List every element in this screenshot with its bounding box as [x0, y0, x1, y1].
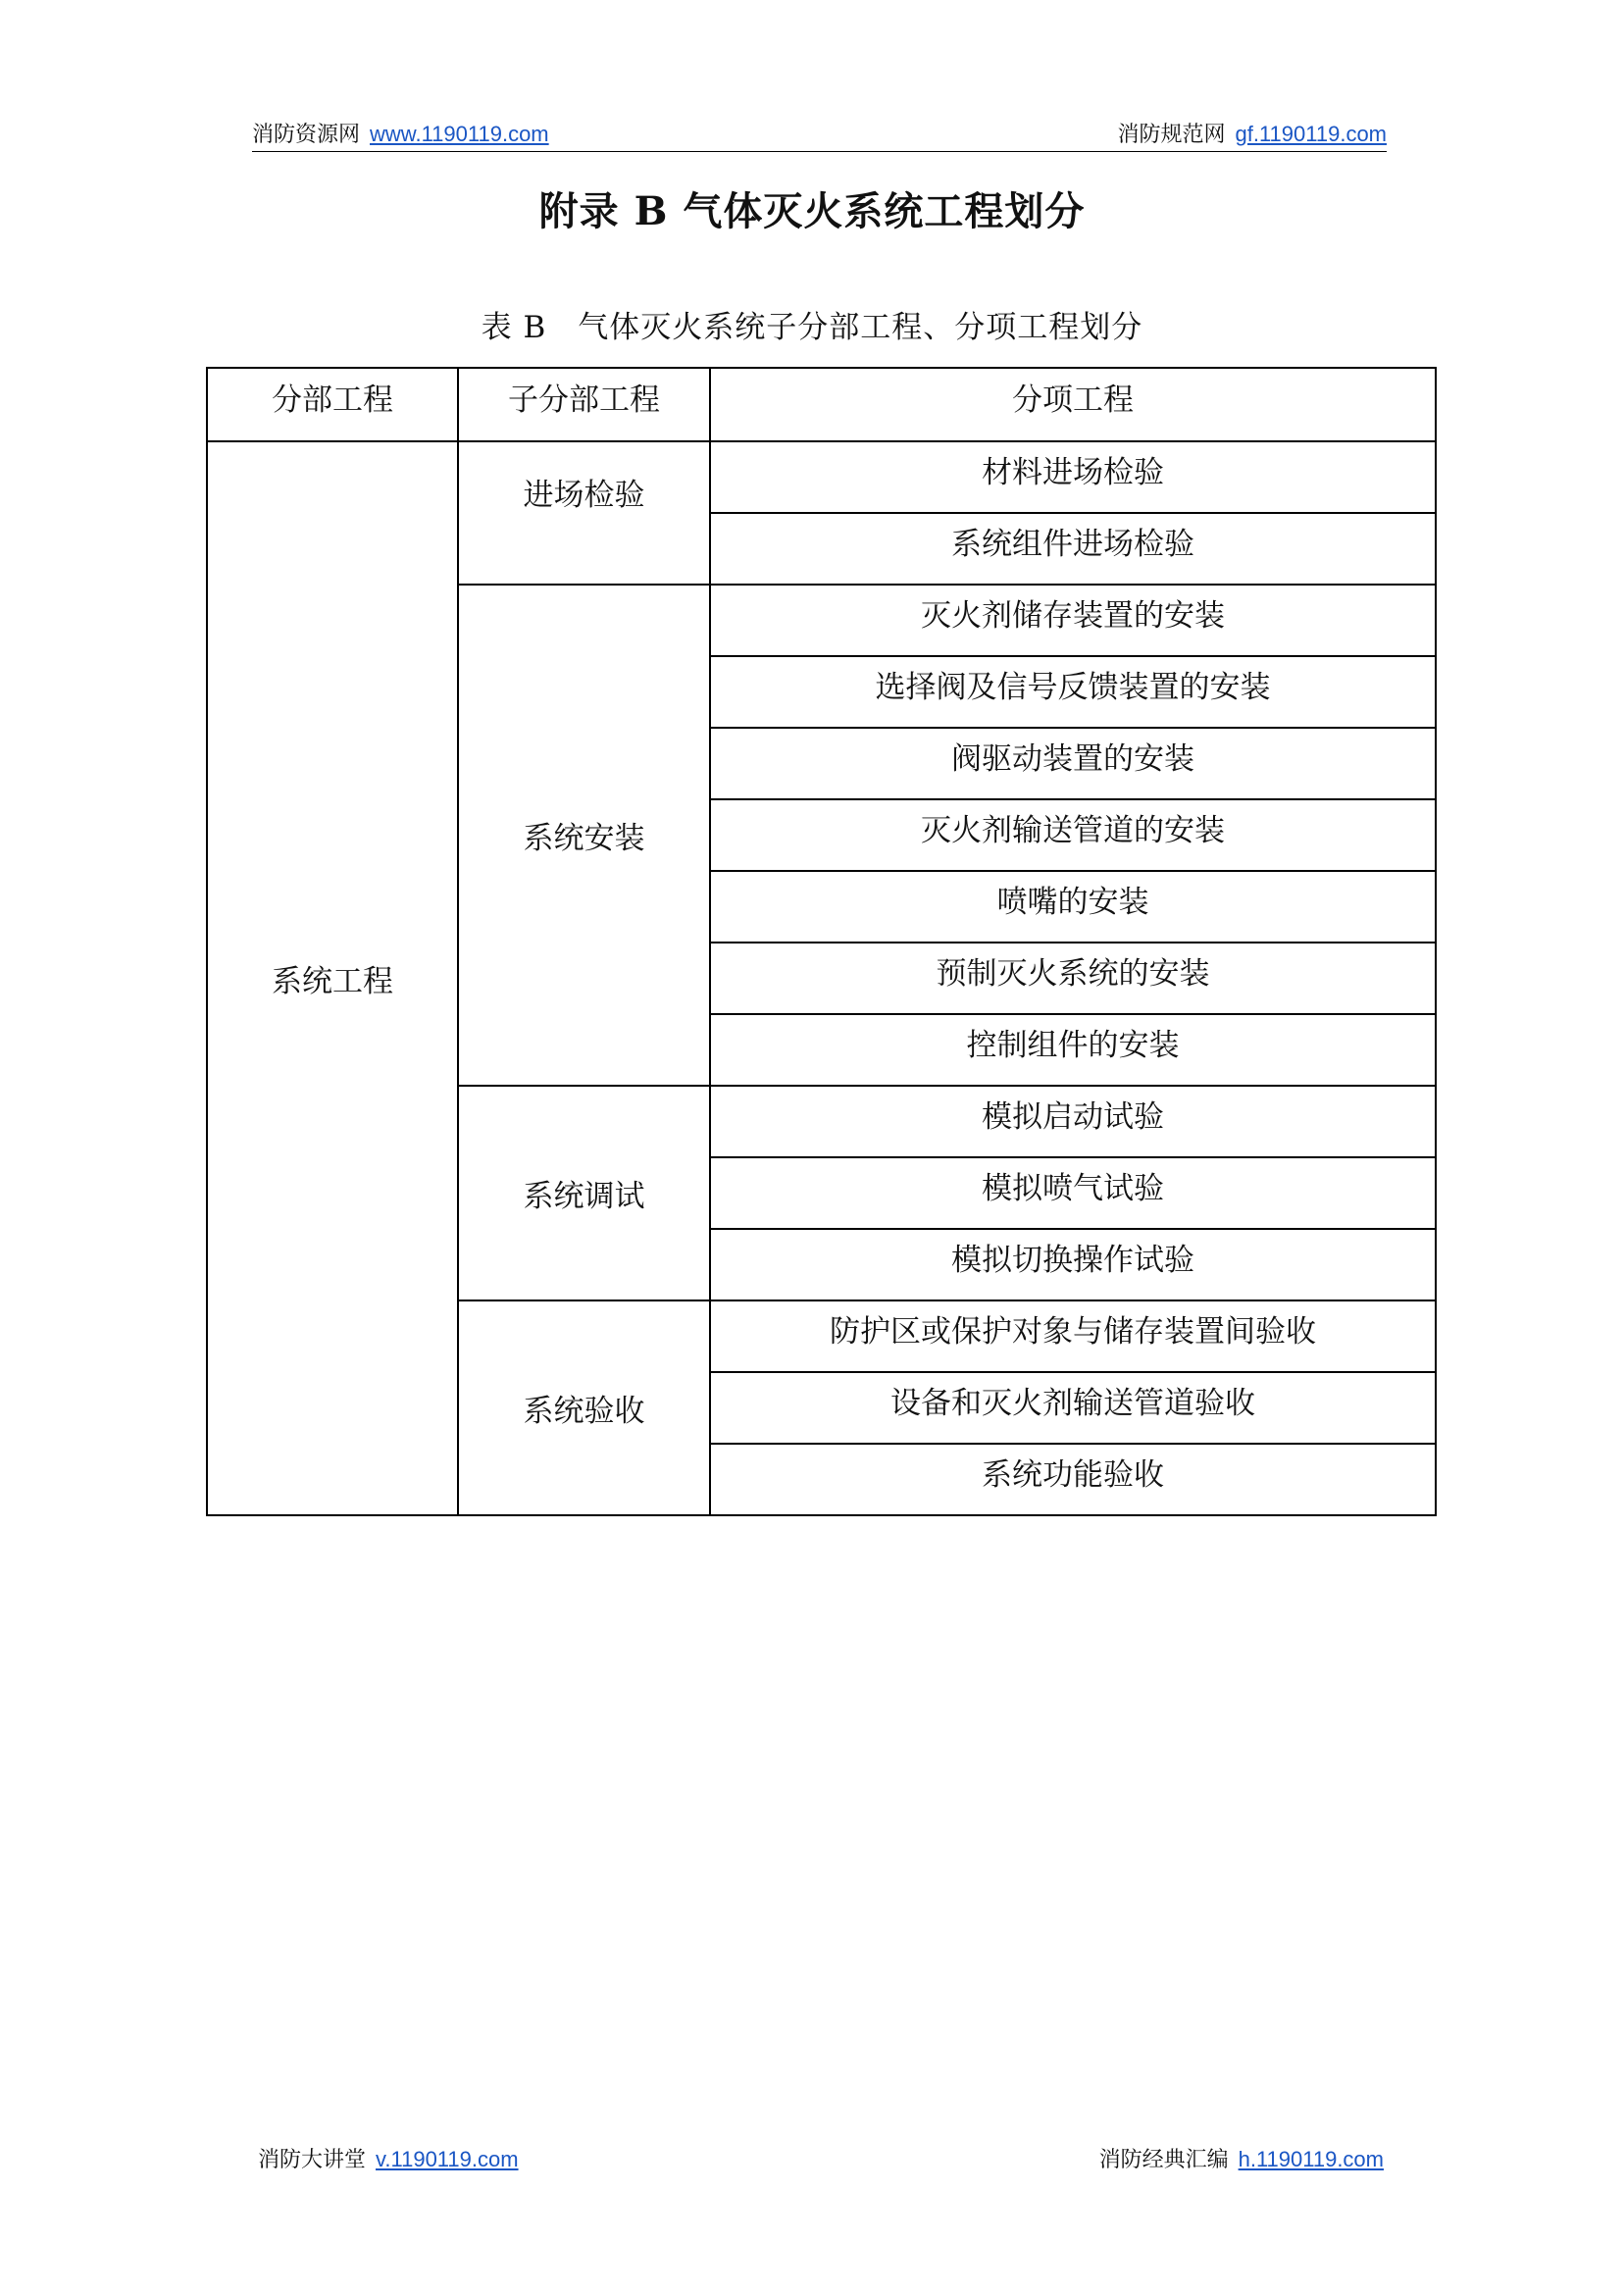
page-header [252, 116, 1387, 152]
division-table [206, 367, 1437, 1516]
item-cell: 喷嘴的安装 [710, 871, 1436, 943]
item-cell: 选择阀及信号反馈装置的安装 [710, 656, 1436, 728]
header-item: 分项工程 [710, 368, 1436, 441]
table-caption: 表 B 气体灭火系统子分部工程、分项工程划分 [481, 310, 1143, 345]
sub-division-cell: 进场检验 [458, 441, 710, 585]
table-header-row [207, 368, 1436, 441]
item-cell: 系统组件进场检验 [710, 513, 1436, 585]
item-cell: 材料进场检验 [710, 441, 1436, 513]
item-cell: 模拟切换操作试验 [710, 1229, 1436, 1300]
footer-left-site-name: 消防大讲堂 [258, 2148, 367, 2172]
header-sub-division: 子分部工程 [458, 368, 710, 441]
header-left-site-name: 消防资源网 [252, 123, 361, 147]
item-cell: 控制组件的安装 [710, 1014, 1436, 1086]
footer-left [258, 2143, 519, 2173]
sub-division-cell: 系统验收 [458, 1300, 710, 1515]
item-cell: 系统功能验收 [710, 1444, 1436, 1515]
footer-left-link[interactable]: v.1190119.com [376, 2147, 519, 2171]
item-cell: 灭火剂储存装置的安装 [710, 585, 1436, 656]
footer-right-link[interactable]: h.1190119.com [1238, 2147, 1384, 2171]
sub-division-cell: 系统安装 [458, 585, 710, 1086]
header-left-link[interactable]: www.1190119.com [370, 122, 549, 146]
division-cell: 系统工程 [207, 441, 458, 1515]
item-cell: 阀驱动装置的安装 [710, 728, 1436, 799]
item-cell: 模拟启动试验 [710, 1086, 1436, 1157]
item-cell: 预制灭火系统的安装 [710, 943, 1436, 1014]
header-division: 分部工程 [207, 368, 458, 441]
footer-right [1099, 2143, 1384, 2173]
header-right-site-name: 消防规范网 [1117, 123, 1226, 147]
item-cell: 防护区或保护对象与储存装置间验收 [710, 1300, 1436, 1372]
header-right [1117, 118, 1387, 148]
page-footer [258, 2143, 1384, 2178]
header-left [252, 118, 549, 148]
item-cell: 设备和灭火剂输送管道验收 [710, 1372, 1436, 1444]
item-cell: 灭火剂输送管道的安装 [710, 799, 1436, 871]
item-cell: 模拟喷气试验 [710, 1157, 1436, 1229]
page-title: 附录 B 气体灭火系统工程划分 [538, 188, 1086, 234]
footer-right-site-name: 消防经典汇编 [1098, 2148, 1229, 2172]
header-right-link[interactable]: gf.1190119.com [1235, 122, 1387, 146]
table-row [207, 441, 1436, 513]
sub-division-cell: 系统调试 [458, 1086, 710, 1300]
